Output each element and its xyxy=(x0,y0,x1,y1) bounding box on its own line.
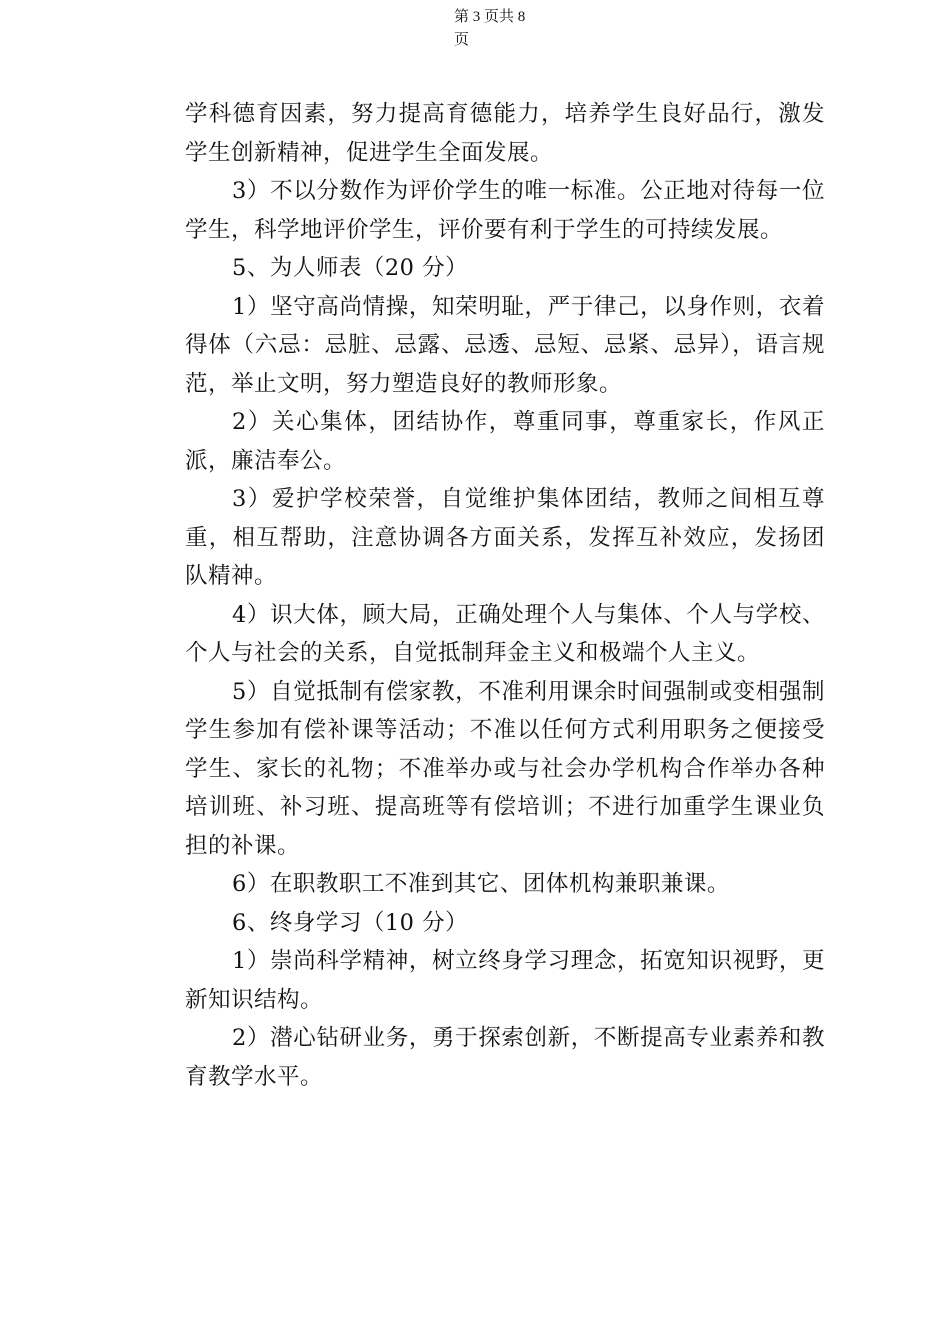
paragraph-continuation: 学科德育因素，努力提高育德能力，培养学生良好品行，激发学生创新精神，促进学生全面发展。 xyxy=(185,101,825,166)
section-heading-role-model: 5、为人师表（20 分） xyxy=(232,255,469,281)
paragraph-evaluation-standard: 3）不以分数作为评价学生的唯一标准。公正地对待每一位学生，科学地评价学生，评价要有利于学生的可持续发展。 xyxy=(185,178,825,243)
document-body xyxy=(185,95,825,1096)
paragraph-science-spirit: 1）崇尚科学精神，树立终身学习理念，拓宽知识视野，更新知识结构。 xyxy=(185,948,825,1013)
paragraph-paid-tutoring: 5）自觉抵制有偿家教，不准利用课余时间强制或变相强制学生参加有偿补课等活动；不准以任何方式利用职务之便接受学生、家长的礼物；不准举办或与社会办学机构合作举办各种培训班、补习班、提高班等有偿培训；不进行加重学生课业负担的补课。 xyxy=(185,678,825,859)
paragraph-professional-growth: 2）潜心钻研业务，勇于探索创新，不断提高专业素养和教育教学水平。 xyxy=(185,1025,825,1090)
page-number-line-1: 第 3 页共 8 xyxy=(454,9,526,25)
paragraph-big-picture: 4）识大体，顾大局，正确处理个人与集体、个人与学校、个人与社会的关系，自觉抵制拜金主义和极端个人主义。 xyxy=(185,601,825,666)
paragraph-conduct: 1）坚守高尚情操，知荣明耻，严于律己，以身作则，衣着得体（六忌：忌脏、忌露、忌透、忌短、忌紧、忌异），语言规范，举止文明，努力塑造良好的教师形象。 xyxy=(185,293,825,397)
section-heading-lifelong-learning: 6、终身学习（10 分） xyxy=(232,909,469,936)
page-number-line-2: 页 xyxy=(454,32,470,48)
page-number-header xyxy=(454,6,574,52)
paragraph-school-honor: 3）爱护学校荣誉，自觉维护集体团结，教师之间相互尊重，相互帮助，注意协调各方面关系，发挥互补效应，发扬团队精神。 xyxy=(185,486,825,589)
paragraph-collective: 2）关心集体，团结协作，尊重同事，尊重家长，作风正派，廉洁奉公。 xyxy=(185,409,825,474)
paragraph-part-time: 6）在职教职工不准到其它、团体机构兼职兼课。 xyxy=(232,871,730,897)
